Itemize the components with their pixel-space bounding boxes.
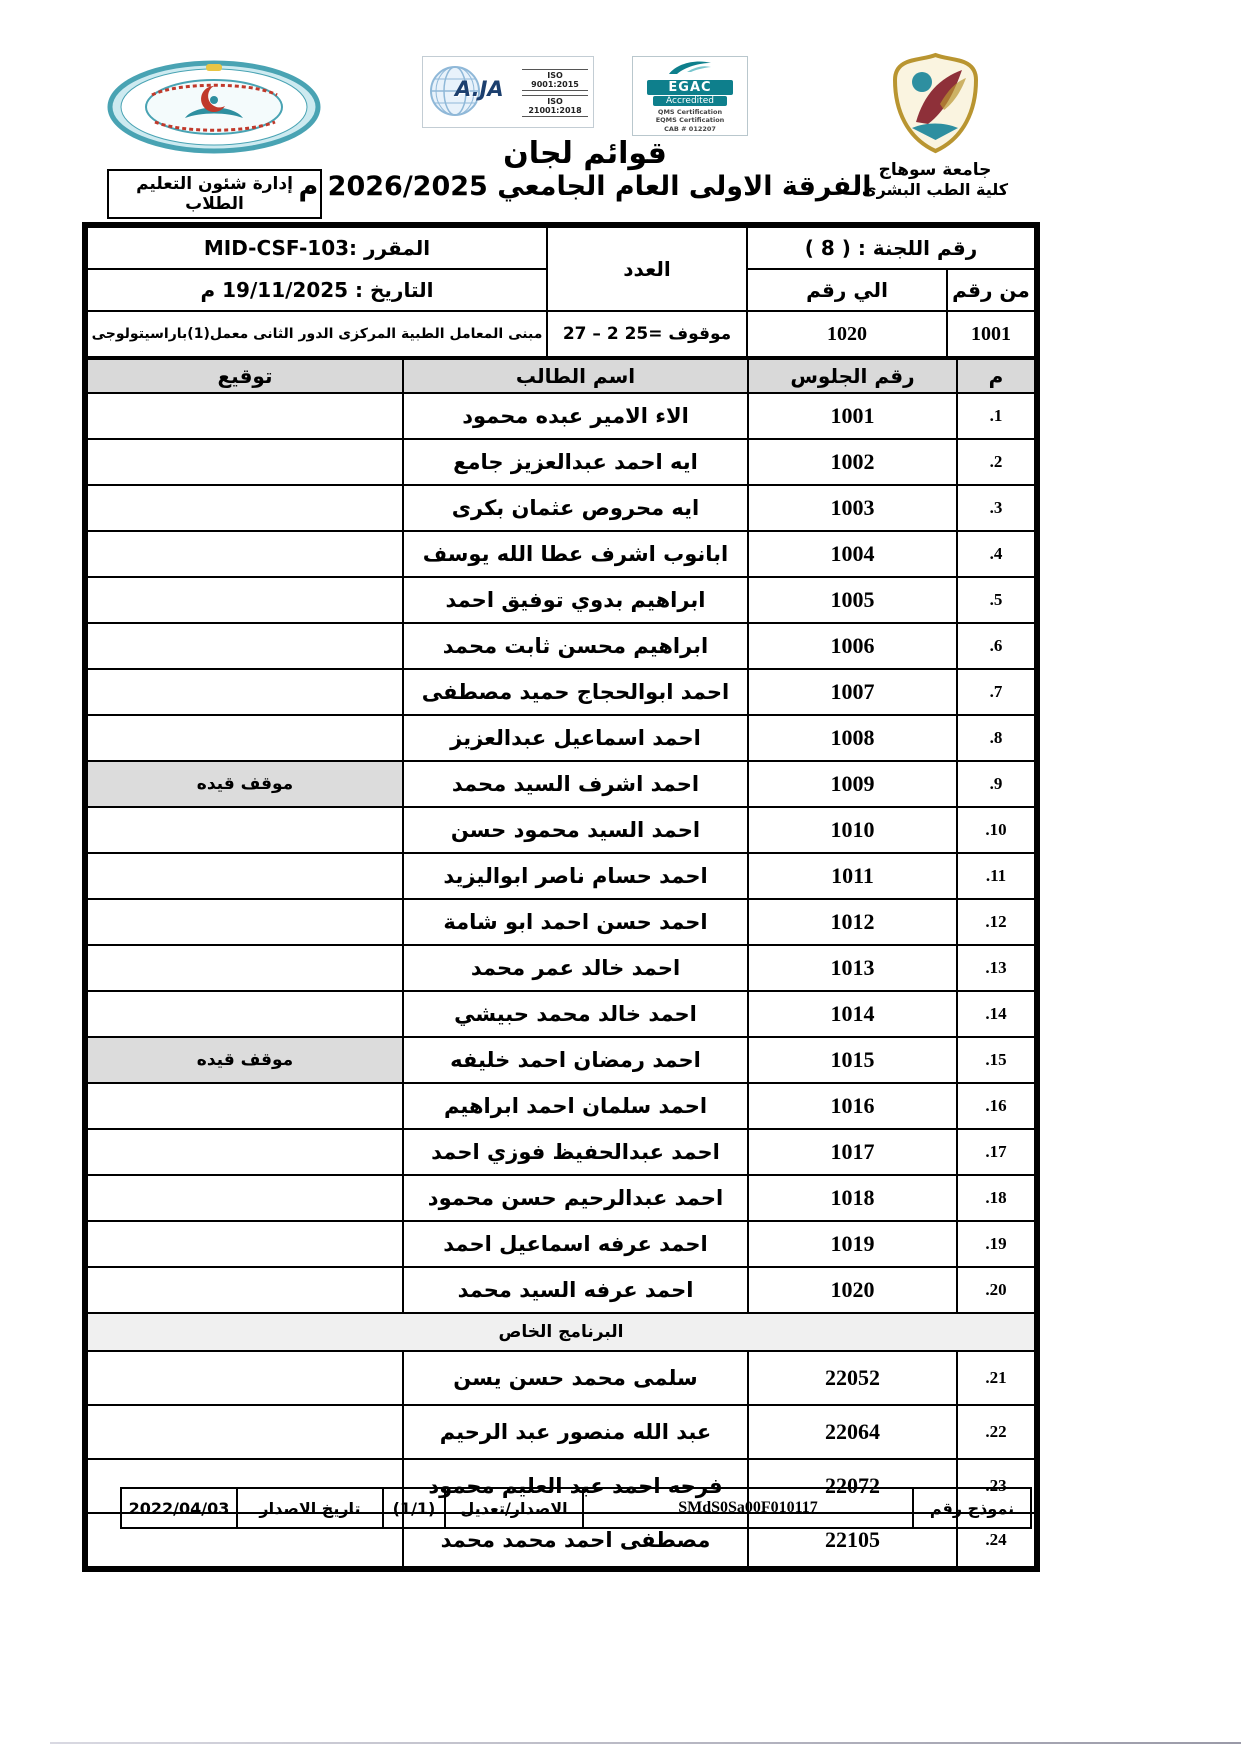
seat-number: 1006 [748,623,957,669]
signature-cell [87,439,403,485]
seat-number: 1008 [748,715,957,761]
egac-logo [632,56,748,136]
iso-cert-line: ISO 21001:2018 [522,95,588,117]
student-name: احمد خالد محمد حبيشي [403,991,748,1037]
seat-number: 1007 [748,669,957,715]
row-index: 9. [957,761,1035,807]
student-name: ابانوب اشرف عطا الله يوسف [403,531,748,577]
page-content [82,0,1032,1552]
row-index: 13. [957,945,1035,991]
seat-number: 1019 [748,1221,957,1267]
student-name: احمد حسام ناصر ابواليزيد [403,853,748,899]
row-index: 11. [957,853,1035,899]
seat-number: 1013 [748,945,957,991]
student-row [87,1267,1035,1313]
signature-cell [87,531,403,577]
issue-value: (1/1) [383,1488,445,1528]
info-table [86,226,1036,358]
student-row [87,669,1035,715]
header-signature: توقيع [87,359,403,393]
issue-date-value: 2022/04/03 [121,1488,237,1528]
student-row [87,807,1035,853]
row-index: 12. [957,899,1035,945]
row-index: 22. [957,1405,1035,1459]
signature-cell [87,899,403,945]
seat-number: 1003 [748,485,957,531]
table-header-row [87,359,1035,393]
student-name: احمد اشرف السيد محمد [403,761,748,807]
egac-cert-line: CAB # 012207 [664,124,716,133]
signature-cell [87,945,403,991]
row-index: 24. [957,1513,1035,1567]
student-name: ابراهيم بدوي توفيق احمد [403,577,748,623]
row-index: 23. [957,1459,1035,1513]
university-block [846,52,1024,199]
student-name: احمد رمضان احمد خليفه [403,1037,748,1083]
student-row [87,715,1035,761]
student-name: احمد اسماعيل عبدالعزيز [403,715,748,761]
student-name: احمد عرفه السيد محمد [403,1267,748,1313]
signature-cell [87,1267,403,1313]
student-name: احمد عرفه اسماعيل احمد [403,1221,748,1267]
signature-cell [87,669,403,715]
seat-number: 22105 [748,1513,957,1567]
egac-swoosh-icon [667,59,713,75]
student-row [87,393,1035,439]
student-name: احمد السيد محمود حسن [403,807,748,853]
footer-table [120,1487,1032,1529]
seat-number: 1010 [748,807,957,853]
seat-number: 1012 [748,899,957,945]
title-block [265,56,905,202]
students-table [86,358,1036,1568]
student-row [87,1083,1035,1129]
seat-number: 1005 [748,577,957,623]
row-index: 19. [957,1221,1035,1267]
student-name: فرحه احمد عبد العليم محمود [403,1459,748,1513]
student-name: احمد عبدالحفيظ فوزي احمد [403,1129,748,1175]
egac-name: EGAC [647,80,733,95]
student-row [87,577,1035,623]
student-row [87,1175,1035,1221]
row-index: 2. [957,439,1035,485]
signature-cell [87,1083,403,1129]
seat-number: 1001 [748,393,957,439]
student-row [87,991,1035,1037]
iso-cert-line: ISO 9001:2015 [522,69,588,91]
student-row [87,439,1035,485]
row-index: 18. [957,1175,1035,1221]
accreditation-logos [265,56,905,133]
signature-cell [87,1221,403,1267]
page-title: قوائم لجان [503,136,667,171]
scan-artifact-line [50,1742,1241,1744]
from-value: 1001 [947,311,1035,357]
student-name: عبد الله منصور عبد الرحيم [403,1405,748,1459]
exam-date: التاريخ : 19/11/2025 م [87,269,547,311]
committee-sheet [82,222,1040,1572]
row-index: 8. [957,715,1035,761]
egac-cert-line: EQMS Certification [655,116,725,125]
student-row [87,1405,1035,1459]
page-subtitle: الفرقة الاولى العام الجامعي 2026/2025 م [298,171,872,202]
footer [120,1487,1032,1529]
header-name: اسم الطالب [403,359,748,393]
info-row [87,227,1035,269]
course-code: المقرر :MID-CSF-103 [87,227,547,269]
aja-logo [422,56,594,128]
row-index: 10. [957,807,1035,853]
signature-cell [87,623,403,669]
student-row [87,1351,1035,1405]
seat-number: 1017 [748,1129,957,1175]
form-number-label: نموذج رقم [913,1488,1031,1528]
seat-number: 1009 [748,761,957,807]
egac-subtitle: Accredited [653,96,727,106]
seat-number: 1002 [748,439,957,485]
student-name: ايه احمد عبدالعزيز جامع [403,439,748,485]
aja-name: A.JA [455,77,504,101]
from-label: من رقم [947,269,1035,311]
header-index: م [957,359,1035,393]
university-logo-icon [888,52,983,154]
seat-number: 1016 [748,1083,957,1129]
student-name: مصطفى احمد محمد محمد [403,1513,748,1567]
egac-cert-line: QMS Certification [657,108,723,116]
signature-cell [87,715,403,761]
signature-cell [87,807,403,853]
special-program-label: البرنامج الخاص [87,1313,1035,1351]
signature-cell [87,1351,403,1405]
seat-number: 22052 [748,1351,957,1405]
seat-number: 1018 [748,1175,957,1221]
row-index: 1. [957,393,1035,439]
info-row [87,311,1035,357]
seat-number: 22072 [748,1459,957,1513]
student-row [87,485,1035,531]
issue-label: الاصدار/تعديل [445,1488,583,1528]
signature-cell [87,485,403,531]
committee-number: رقم اللجنة : ( 8 ) [747,227,1035,269]
seat-number: 1015 [748,1037,957,1083]
signature-cell: موقف قيده [87,1037,403,1083]
student-name: ايه محروص عثمان بكرى [403,485,748,531]
row-index: 5. [957,577,1035,623]
row-index: 20. [957,1267,1035,1313]
student-row [87,623,1035,669]
row-index: 17. [957,1129,1035,1175]
student-name: سلمى محمد حسن يسن [403,1351,748,1405]
student-name: احمد خالد عمر محمد [403,945,748,991]
student-name: ابراهيم محسن ثابت محمد [403,623,748,669]
university-name: جامعة سوهاج [878,160,992,180]
seat-number: 22064 [748,1405,957,1459]
count-label: العدد [547,227,747,311]
seat-number: 1020 [748,1267,957,1313]
student-row [87,531,1035,577]
aja-iso-certs [522,69,588,121]
signature-cell [87,991,403,1037]
row-index: 6. [957,623,1035,669]
form-code: SMdS0Sa00F010117 [583,1488,913,1528]
student-row [87,899,1035,945]
row-index: 16. [957,1083,1035,1129]
seat-number: 1014 [748,991,957,1037]
signature-cell [87,1129,403,1175]
signature-cell [87,1405,403,1459]
row-index: 4. [957,531,1035,577]
signature-cell [87,853,403,899]
row-index: 7. [957,669,1035,715]
admin-office-label: إدارة شئون التعليم الطلاب [107,169,322,219]
faculty-name: كلية الطب البشرى [861,180,1009,199]
signature-cell [87,1175,403,1221]
student-name: احمد ابوالحجاج حميد مصطفى [403,669,748,715]
student-name: احمد سلمان احمد ابراهيم [403,1083,748,1129]
student-row [87,853,1035,899]
signature-cell [87,577,403,623]
student-row [87,1221,1035,1267]
row-index: 3. [957,485,1035,531]
student-row [87,1129,1035,1175]
signature-cell [87,393,403,439]
footer-row [121,1488,1031,1528]
students-tbody [87,393,1035,1567]
row-index: 14. [957,991,1035,1037]
row-index: 21. [957,1351,1035,1405]
seat-number: 1004 [748,531,957,577]
to-label: الي رقم [747,269,947,311]
student-row [87,1037,1035,1083]
venue: مبنى المعامل الطبية المركزى الدور الثانى معمل(1)باراسيتولوجى [87,311,547,357]
seat-number: 1011 [748,853,957,899]
student-name: احمد حسن احمد ابو شامة [403,899,748,945]
student-row [87,945,1035,991]
signature-cell: موقف قيده [87,761,403,807]
special-program-row [87,1313,1035,1351]
header [82,0,1032,222]
student-name: احمد عبدالرحيم حسن محمود [403,1175,748,1221]
student-name: الاء الامير عبده محمود [403,393,748,439]
count-value: 27 – 2 موقوف =25 [547,311,747,357]
row-index: 15. [957,1037,1035,1083]
student-row [87,761,1035,807]
to-value: 1020 [747,311,947,357]
header-seat: رقم الجلوس [748,359,957,393]
issue-date-label: تاريخ الاصدار [237,1488,383,1528]
